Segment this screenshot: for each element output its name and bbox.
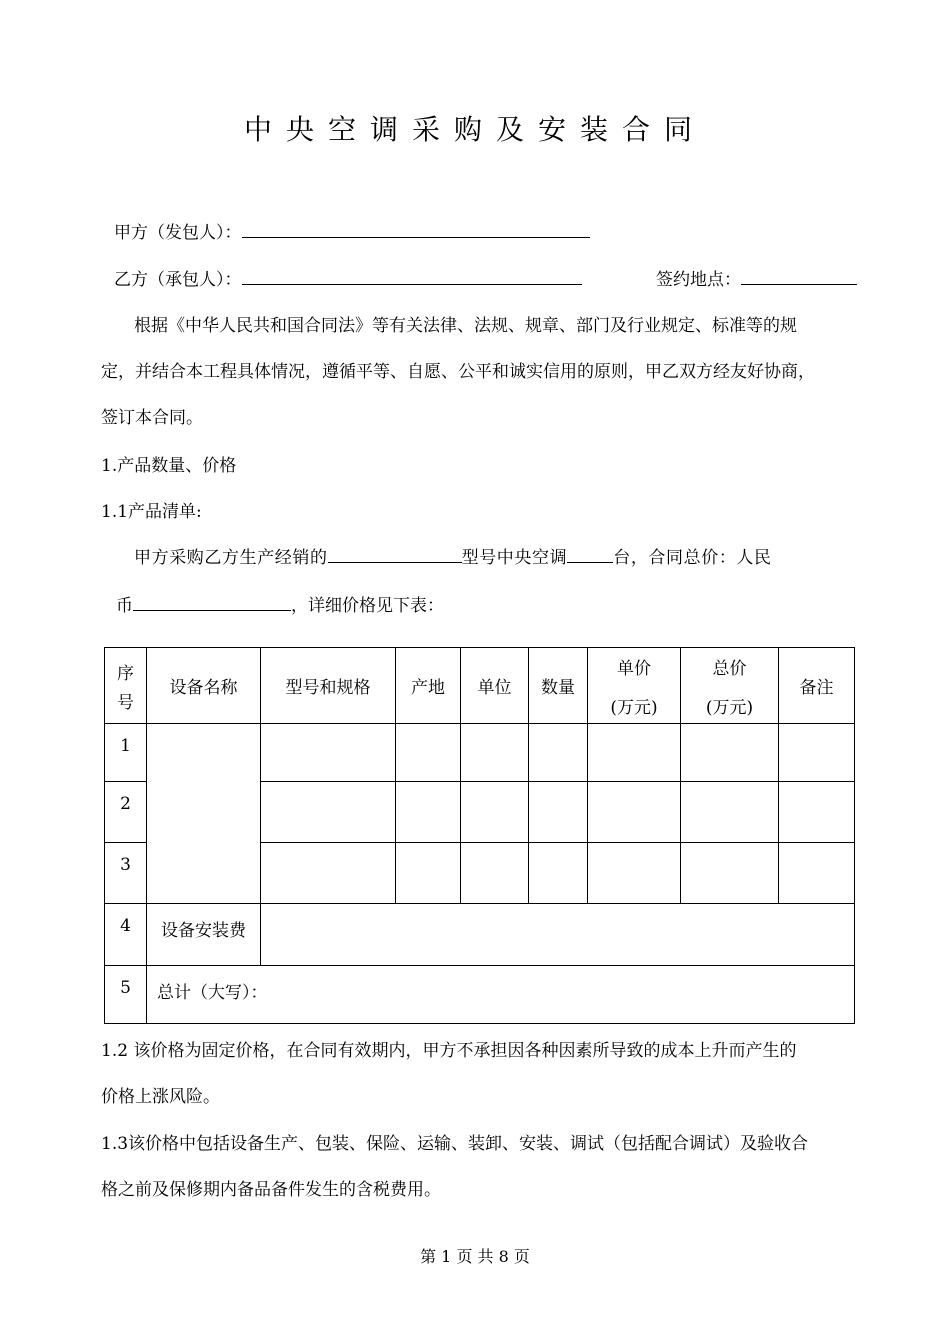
- clause-1-3-line-2: 格之前及保修期内备品备件发生的含税费用。: [101, 1180, 441, 1200]
- purchase-text-5: ，详细价格见下表：: [291, 596, 444, 616]
- sign-place-field[interactable]: [741, 266, 857, 285]
- intro-line-3: 签订本合同。: [101, 408, 203, 428]
- cell-model[interactable]: [261, 724, 396, 782]
- cell-unit[interactable]: [461, 724, 529, 782]
- cell-origin[interactable]: [396, 782, 461, 843]
- row-seq: 3: [105, 843, 147, 904]
- clause-1-2-line-2: 价格上涨风险。: [101, 1087, 220, 1107]
- purchase-line-1: [134, 543, 772, 568]
- install-fee-cell[interactable]: [261, 904, 855, 966]
- header-unit-price: 单价 (万元): [588, 648, 681, 724]
- header-origin: 产地: [396, 648, 461, 724]
- cell-remark[interactable]: [779, 782, 855, 843]
- header-total-price: 总价 (万元): [681, 648, 779, 724]
- cell-unit[interactable]: [461, 843, 529, 904]
- purchase-text-3: 台，合同总价：人民: [613, 548, 772, 568]
- party-a-field[interactable]: [242, 219, 590, 238]
- cell-unit-price[interactable]: [588, 843, 681, 904]
- cell-equipment-name[interactable]: [147, 724, 261, 904]
- section-1-1-heading: 1.1产品清单:: [101, 502, 202, 522]
- sign-place-label: 签约地点：: [656, 270, 741, 290]
- table-row-install-fee: [105, 904, 855, 966]
- cell-model[interactable]: [261, 782, 396, 843]
- cell-qty[interactable]: [529, 782, 588, 843]
- intro-line-1: 根据《中华人民共和国合同法》等有关法律、法规、规章、部门及行业规定、标准等的规: [134, 316, 797, 336]
- party-a-row: [114, 218, 590, 243]
- cell-model[interactable]: [261, 843, 396, 904]
- purchase-text-4: 币: [116, 596, 133, 616]
- header-seq: 序 号: [105, 648, 147, 724]
- sign-place-row: [656, 265, 857, 290]
- intro-line-2: 定，并结合本工程具体情况，遵循平等、自愿、公平和诚实信用的原则，甲乙双方经友好协商，: [101, 362, 815, 382]
- cell-unit-price[interactable]: [588, 724, 681, 782]
- cell-qty[interactable]: [529, 724, 588, 782]
- cell-total-price[interactable]: [681, 724, 779, 782]
- product-table: [104, 647, 855, 1024]
- table-row: [105, 724, 855, 782]
- page-footer: 第 1 页 共 8 页: [420, 1247, 530, 1266]
- total-in-words[interactable]: 总计（大写）：: [147, 966, 855, 1024]
- cell-unit-price[interactable]: [588, 782, 681, 843]
- cell-total-price[interactable]: [681, 782, 779, 843]
- cell-remark[interactable]: [779, 843, 855, 904]
- cell-unit[interactable]: [461, 782, 529, 843]
- purchase-total-field[interactable]: [133, 592, 291, 611]
- row-seq: 4: [105, 904, 147, 966]
- purchase-text-1: 甲方采购乙方生产经销的: [134, 548, 328, 568]
- clause-1-2-line-1: 1.2 该价格为固定价格，在合同有效期内，甲方不承担因各种因素所导致的成本上升而产生的: [101, 1041, 797, 1061]
- cell-remark[interactable]: [779, 724, 855, 782]
- table-row-total: [105, 966, 855, 1024]
- purchase-line-2: [116, 591, 444, 616]
- cell-origin[interactable]: [396, 843, 461, 904]
- header-model: 型号和规格: [261, 648, 396, 724]
- header-remark: 备注: [779, 648, 855, 724]
- party-a-label: 甲方（发包人）：: [114, 223, 242, 243]
- purchase-quantity-field[interactable]: [567, 544, 613, 563]
- party-b-label: 乙方（承包人）：: [114, 270, 242, 290]
- header-unit: 单位: [461, 648, 529, 724]
- cell-total-price[interactable]: [681, 843, 779, 904]
- row-seq: 2: [105, 782, 147, 843]
- table-header-row: [105, 648, 855, 724]
- cell-qty[interactable]: [529, 843, 588, 904]
- purchase-brand-field[interactable]: [328, 544, 462, 563]
- install-fee-label: 设备安装费: [147, 904, 261, 966]
- cell-origin[interactable]: [396, 724, 461, 782]
- page-title: 中央空调采购及安装合同: [243, 113, 706, 146]
- clause-1-3-line-1: 1.3该价格中包括设备生产、包装、保险、运输、装卸、安装、调试（包括配合调试）及验收合: [101, 1134, 809, 1154]
- party-b-row: [114, 265, 582, 290]
- party-b-field[interactable]: [242, 266, 582, 285]
- row-seq: 5: [105, 966, 147, 1024]
- section-1-heading: 1.产品数量、价格: [101, 456, 237, 476]
- row-seq: 1: [105, 724, 147, 782]
- header-name: 设备名称: [147, 648, 261, 724]
- header-qty: 数量: [529, 648, 588, 724]
- purchase-text-2: 型号中央空调: [461, 548, 568, 568]
